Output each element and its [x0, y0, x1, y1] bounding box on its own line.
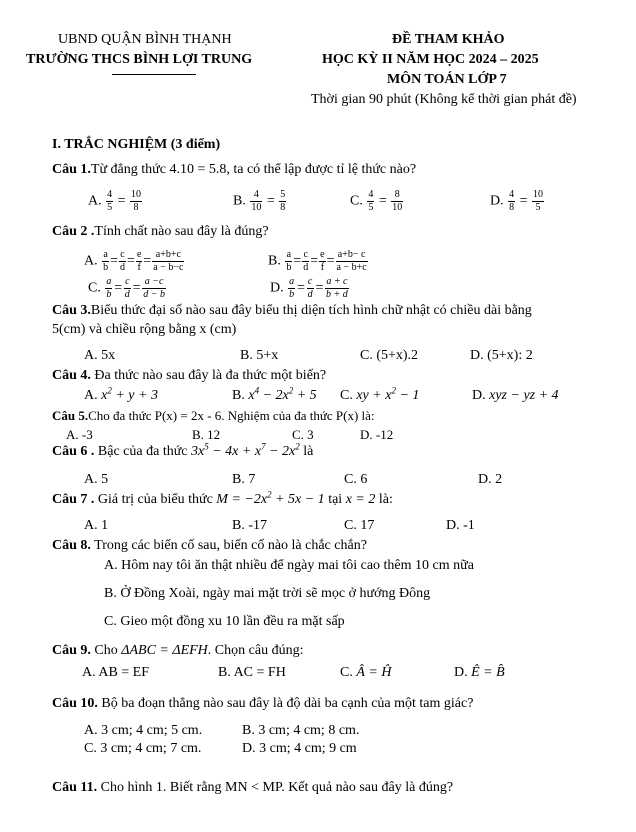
- q9-option-a[interactable]: A. AB = EF: [82, 665, 150, 680]
- question-8: Câu 8. Trong các biến cố sau, biến cố nào là chắc chắn?: [52, 538, 367, 553]
- school-name: TRƯỜNG THCS BÌNH LỢI TRUNG: [26, 52, 253, 67]
- q10-option-c[interactable]: C. 3 cm; 4 cm; 7 cm.: [84, 741, 202, 756]
- q3-option-c[interactable]: C. (5+x).2: [360, 348, 419, 363]
- q10-option-b[interactable]: B. 3 cm; 4 cm; 8 cm.: [242, 723, 360, 738]
- q4-option-c[interactable]: C. xy + $x^2 - 1$: [340, 385, 420, 403]
- q2-option-c[interactable]: C. $\frac{a}{b}$ = $\frac{c}{d}$ = $\frac{a -c}{d - b}$: [88, 276, 165, 300]
- question-7: Câu 7 . Giá trị của biểu thức $M = -2x^2 + 5x - 1$ tại x = 2 là:: [52, 489, 393, 507]
- q6-option-c[interactable]: C. 6: [344, 472, 368, 487]
- q1-label: Câu 1.: [52, 162, 91, 177]
- exam-type: ĐỀ THAM KHẢO: [392, 32, 505, 47]
- q5-option-d[interactable]: D. -12: [360, 427, 394, 442]
- header-underline: [112, 74, 196, 75]
- q7-option-a[interactable]: A. 1: [84, 518, 109, 533]
- subject: MÔN TOÁN LỚP 7: [387, 72, 507, 87]
- q4-option-a[interactable]: A. $x^2 + y + 3$: [84, 385, 158, 403]
- q6-option-a[interactable]: A. 5: [84, 472, 109, 487]
- question-4: Câu 4. Đa thức nào sau đây là đa thức một biến?: [52, 368, 327, 383]
- q9-option-c[interactable]: C. Â = Ĥ: [340, 665, 392, 680]
- q4-option-b[interactable]: B. $x^4 - 2x^2 + 5$: [232, 385, 317, 403]
- question-3: Câu 3.Biểu thức đại số nào sau đây biểu thị diện tích hình chữ nhật có chiều dài bằng: [52, 303, 532, 318]
- q7-option-d[interactable]: D. -1: [446, 518, 475, 533]
- q5-option-b[interactable]: B. 12: [192, 427, 221, 442]
- q7-option-c[interactable]: C. 17: [344, 518, 375, 533]
- q10-option-a[interactable]: A. 3 cm; 4 cm; 5 cm.: [84, 723, 203, 738]
- q4-option-d[interactable]: D. xyz − yz + 4: [472, 388, 559, 403]
- q3-option-b[interactable]: B. 5+x: [240, 348, 279, 363]
- q10-option-d[interactable]: D. 3 cm; 4 cm; 9 cm: [242, 741, 357, 756]
- q8-option-c[interactable]: C. Gieo một đồng xu 10 lần đều ra mặt sấp: [104, 614, 345, 629]
- q3-option-a[interactable]: A. 5x: [84, 348, 116, 363]
- q1-option-c[interactable]: C. $\frac{4}{5}$ = $\frac{8}{10}$: [350, 189, 403, 213]
- q6-option-d[interactable]: D. 2: [478, 472, 503, 487]
- question-5: Câu 5.Cho đa thức P(x) = 2x - 6. Nghiệm của đa thức P(x) là:: [52, 408, 375, 423]
- q5-option-c[interactable]: C. 3: [292, 427, 314, 442]
- q2-option-d[interactable]: D. $\frac{a}{b}$ = $\frac{c}{d}$ = $\frac{a + c}{b + d}$: [270, 276, 348, 300]
- q1-text: Từ đẳng thức 4.10 = 5.8, ta có thể lập được tỉ lệ thức nào?: [90, 162, 417, 177]
- q8-option-a[interactable]: A. Hôm nay tôi ăn thật nhiều để ngày mai tôi cao thêm 10 cm nữa: [104, 558, 474, 573]
- q7-option-b[interactable]: B. -17: [232, 518, 267, 533]
- q1-option-d[interactable]: D. $\frac{4}{8}$ = $\frac{10}{5}$: [490, 189, 544, 213]
- q2-option-a[interactable]: A. $\frac{a}{b}$ = $\frac{c}{d}$ = $\frac{e}{f}$ = $\frac{a+b+c}{a - b-c}$: [84, 249, 184, 273]
- question-11: Câu 11. Cho hình 1. Biết rằng MN < MP. Kết quả nào sau đây là đúng?: [52, 780, 454, 795]
- time-note: Thời gian 90 phút (Không kể thời gian phát đề): [311, 92, 577, 107]
- q9-option-b[interactable]: B. AC = FH: [218, 665, 286, 680]
- q5-option-a[interactable]: A. -3: [66, 427, 93, 442]
- q1-option-b[interactable]: B. $\frac{4}{10}$ = $\frac{5}{8}$: [233, 189, 286, 213]
- question-6: Câu 6 . Bậc của đa thức $3x^5 - 4x + x^7 - 2x^2$ là: [52, 441, 314, 459]
- school-year: HỌC KỲ II NĂM HỌC 2024 – 2025: [322, 52, 539, 67]
- question-2: Câu 2 .Tính chất nào sau đây là đúng?: [52, 224, 269, 239]
- q8-option-b[interactable]: B. Ở Đồng Xoài, ngày mai mặt trời sẽ mọc ở hướng Đông: [104, 586, 431, 601]
- district-name: UBND QUẬN BÌNH THẠNH: [58, 32, 232, 47]
- question-10: Câu 10. Bộ ba đoạn thẳng nào sau đây là độ dài ba cạnh của một tam giác?: [52, 696, 474, 711]
- section-title: I. TRẮC NGHIỆM (3 điểm): [52, 137, 221, 152]
- q2-option-b[interactable]: B. $\frac{a}{b}$ = $\frac{c}{d}$ = $\frac{e}{f}$ = $\frac{a+b- c}{a - b+c}$: [268, 249, 367, 273]
- question-3-line2: 5(cm) và chiều rộng bằng x (cm): [52, 322, 237, 337]
- q6-option-b[interactable]: B. 7: [232, 472, 256, 487]
- question-1: [52, 162, 416, 178]
- q9-option-d[interactable]: D. Ê = B̂: [454, 665, 505, 680]
- q3-option-d[interactable]: D. (5+x): 2: [470, 348, 533, 363]
- q1-option-a[interactable]: A. $\frac{4}{5}$ = $\frac{10}{8}$: [88, 189, 142, 213]
- question-9: Câu 9. Cho ΔABC = ΔEFH. Chọn câu đúng:: [52, 643, 304, 658]
